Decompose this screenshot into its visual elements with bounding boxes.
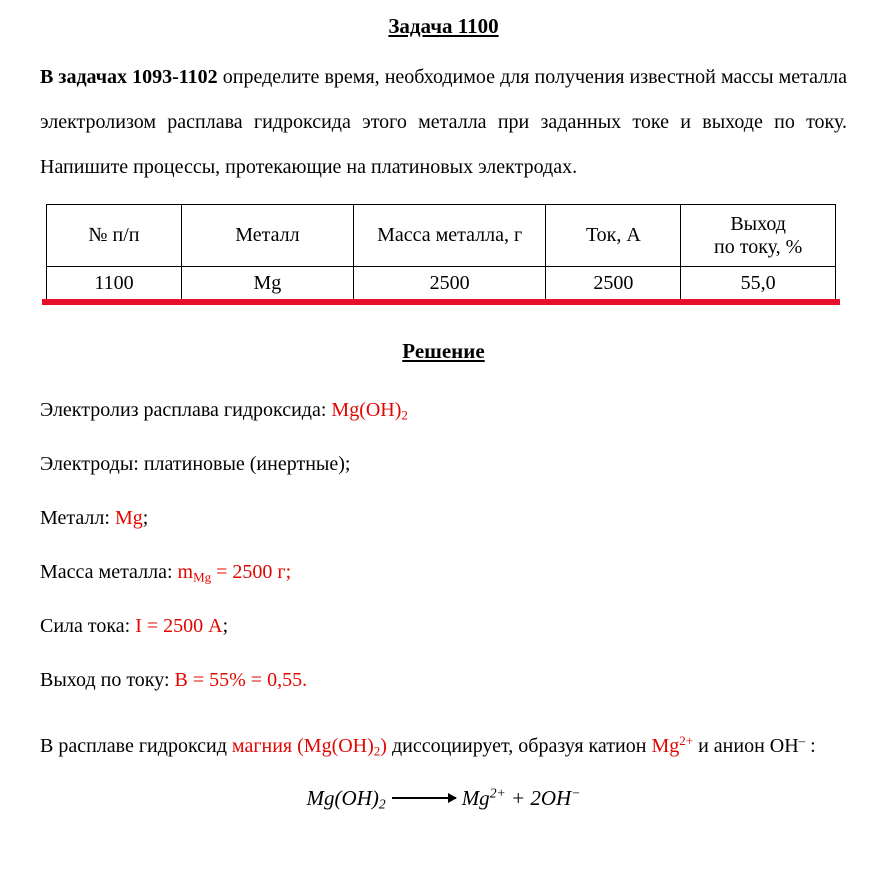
solution-line-electrolysis <box>40 398 847 422</box>
dissoc-text-2: диссоциирует, образуя катион <box>386 735 652 757</box>
col-header-yield-line2: по току, % <box>714 235 803 258</box>
equation-lhs: Mg(OH) <box>306 786 379 810</box>
solution-heading <box>40 339 847 364</box>
dissoc-red-magnesium-end: ) <box>380 735 387 757</box>
col-header-yield-line1: Выход <box>730 212 786 235</box>
equation-rhs2: 2OH <box>530 786 572 810</box>
equation-rhs1: Mg <box>461 786 490 810</box>
cell-num: 1100 <box>47 267 182 301</box>
mass-symbol: m <box>177 561 194 583</box>
solution-line-metal <box>40 506 847 530</box>
reaction-equation <box>40 786 847 811</box>
dissoc-red-magnesium: магния (Mg(OH) <box>231 735 374 757</box>
metal-semicolon: ; <box>142 507 149 529</box>
cell-metal: Mg <box>181 267 353 301</box>
mass-value: = 2500 г; <box>211 561 292 583</box>
value-metal: Mg <box>114 507 143 529</box>
formula-mgoh2: Mg(OH) <box>331 399 402 421</box>
mass-symbol-sub: Mg <box>193 569 212 585</box>
label-yield: Выход по току: <box>40 669 175 691</box>
value-current: I = 2500 А <box>135 615 223 637</box>
cell-current: 2500 <box>546 267 681 301</box>
solution-line-yield <box>40 668 847 692</box>
dissociation-paragraph <box>40 722 847 770</box>
equation-lhs-sub: 2 <box>378 796 386 812</box>
table-row <box>47 267 836 301</box>
equation-rhs1-sup: 2+ <box>489 785 506 801</box>
solution-line-electrodes <box>40 452 847 476</box>
solution-line-mass <box>40 560 847 584</box>
table-header <box>47 205 836 267</box>
text-electrodes: Электроды: платиновые (инертные); <box>40 453 351 475</box>
reaction-arrow-icon <box>392 797 456 799</box>
dissoc-text-3: и анион ОН <box>693 735 799 757</box>
dissoc-cation: Mg <box>651 735 680 757</box>
cell-mass: 2500 <box>353 267 546 301</box>
current-semicolon: ; <box>222 615 229 637</box>
col-header-yield <box>681 205 836 267</box>
solution-heading-text: Решение <box>402 339 485 363</box>
col-header-mass: Масса металла, г <box>353 205 546 267</box>
dissoc-text-4: : <box>805 735 816 757</box>
dissoc-cation-charge: 2+ <box>679 732 694 748</box>
problem-range-bold: В задачах 1093-1102 <box>40 66 218 88</box>
page-title-text: Задача 1100 <box>388 14 499 38</box>
label-electrolysis: Электролиз расплава гидроксида: <box>40 399 332 421</box>
page-title <box>40 14 847 39</box>
problem-text: определите время, необходимое для получения известной массы металла электролизом расплава гидроксида этого металла при заданных токе и выходе по току. Напишите процессы, протекающие на платиновых электродах. <box>40 66 848 178</box>
dissoc-anion-charge: – <box>798 732 806 748</box>
label-current: Сила тока: <box>40 615 136 637</box>
problem-statement <box>40 55 847 190</box>
red-underline-rule <box>42 299 840 305</box>
col-header-num: № п/п <box>47 205 182 267</box>
value-yield: В = 55% = 0,55. <box>174 669 308 691</box>
equation-rhs2-sup: − <box>571 785 581 801</box>
col-header-metal: Металл <box>181 205 353 267</box>
cell-yield: 55,0 <box>681 267 836 301</box>
dissoc-text-1: В расплаве гидроксид <box>40 735 232 757</box>
col-header-current: Ток, А <box>546 205 681 267</box>
label-mass: Масса металла: <box>40 561 178 583</box>
solution-line-current <box>40 614 847 638</box>
data-table <box>46 204 836 301</box>
label-metal: Металл: <box>40 507 115 529</box>
equation-plus: + <box>505 786 531 810</box>
formula-mgoh2-sub: 2 <box>401 407 408 423</box>
dissoc-red-magnesium-sub: 2 <box>373 743 381 759</box>
